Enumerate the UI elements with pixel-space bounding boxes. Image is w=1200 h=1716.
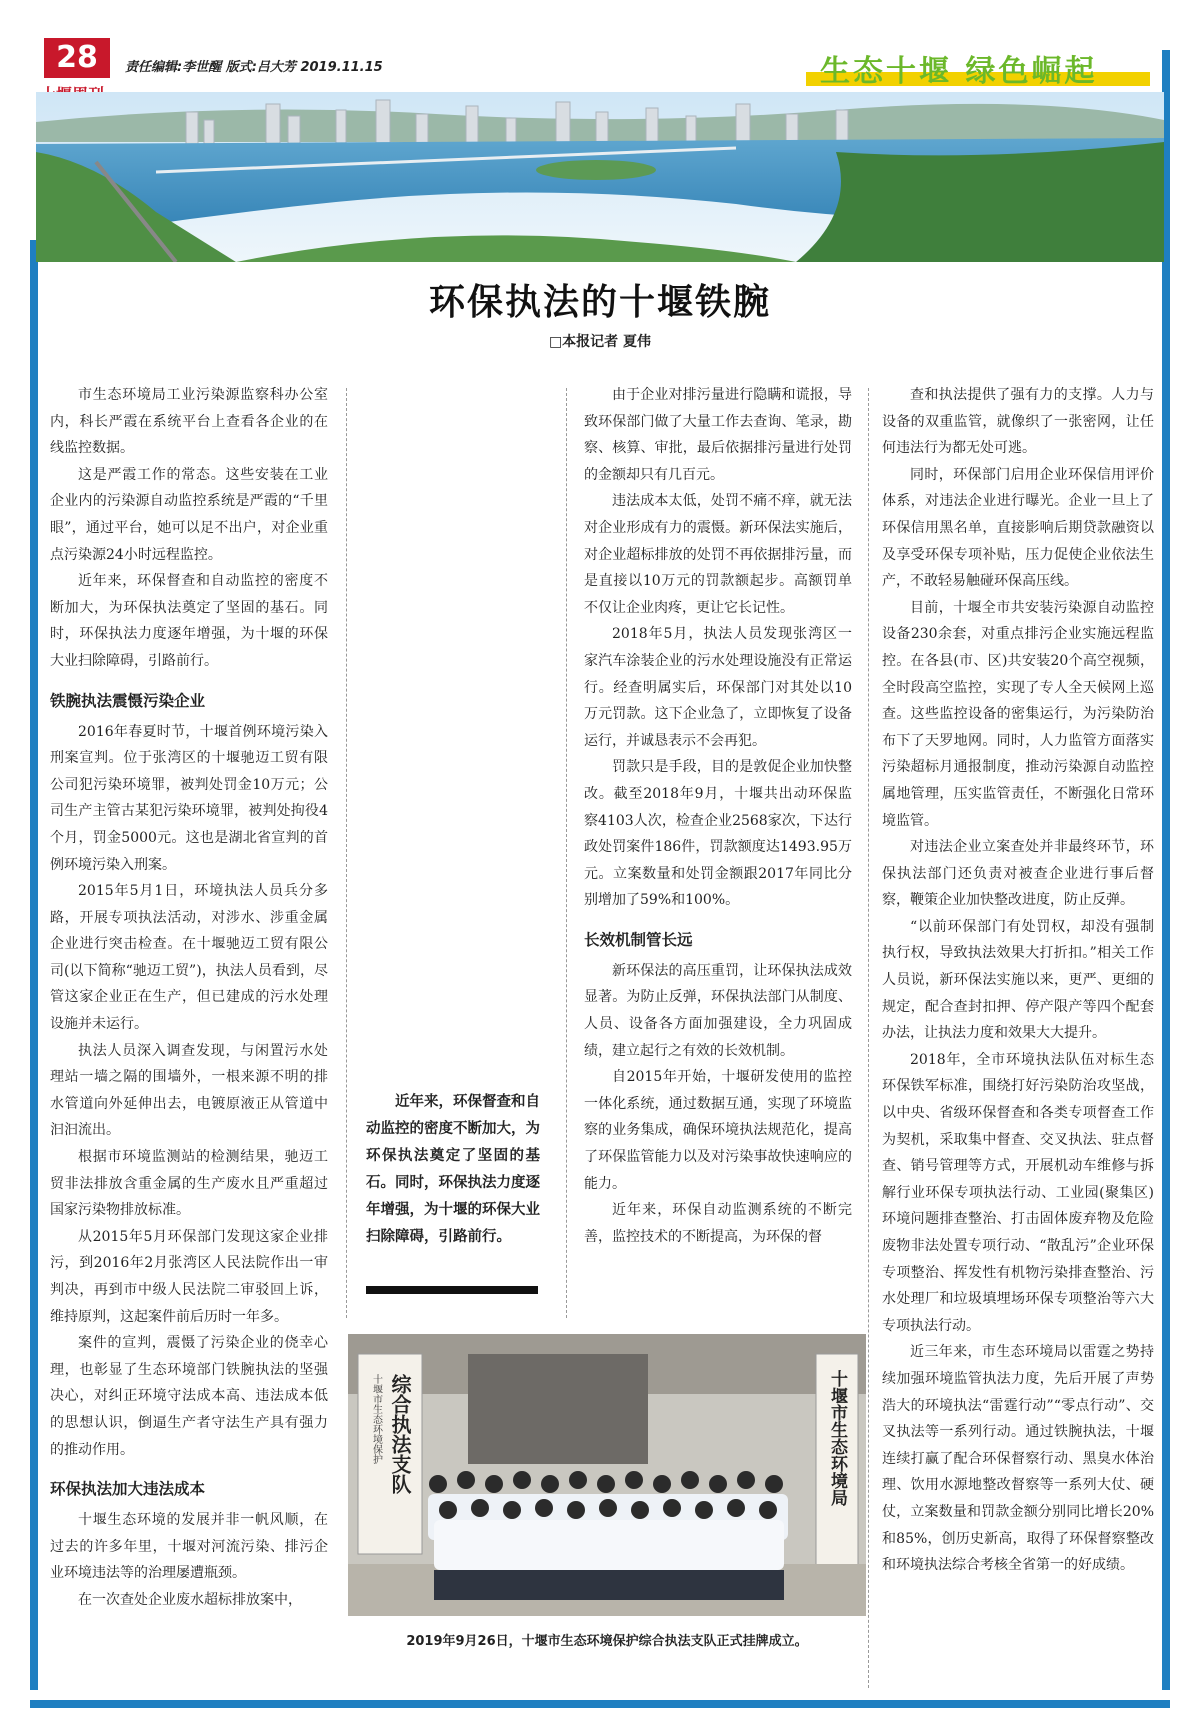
paragraph: 在一次查处企业废水超标排放案中，	[78, 1591, 302, 1608]
frame-bottom	[30, 1700, 1170, 1708]
paragraph: 查和执法提供了强有力的支撑。人力与设备的双重监管，就像织了一张密网，让任何违法行为都无处可逃。	[882, 387, 1154, 457]
article-title: 环保执法的十堰铁腕	[428, 281, 771, 323]
column-rule	[566, 388, 567, 1318]
paragraph: 执法人员深入调查发现，与闲置污水处理站一墙之隔的围墙外，一根来源不明的排水管道向外延伸出去，电镀原液正从管道中汩汩流出。	[50, 1042, 328, 1139]
paragraph: 从2015年5月环保部门发现这家企业排污，到2016年2月张湾区人民法院作出一审判决，再到市中级人民法院二审驳回上诉，维持原判，这起案件前后历时一年多。	[50, 1228, 328, 1325]
group-photo	[348, 1334, 866, 1616]
paragraph: 根据市环境监测站的检测结果，驰迈工贸非法排放含重金属的生产废水且严重超过国家污染物排放标准。	[50, 1149, 328, 1219]
paragraph: 这是严霞工作的常态。这些安装在工业企业内的污染源自动监控系统是严霞的“千里眼”，通过平台，她可以足不出户，对企业重点污染源24小时远程监控。	[50, 466, 328, 563]
section-heading: 长效机制管长远	[584, 930, 693, 949]
paragraph: 案件的宣判，震慑了污染企业的侥幸心理，也彰显了生态环境部门铁腕执法的坚强决心，对纠正环境守法成本高、违法成本低的思想认识，倒逼生产者守法生产具有强力的推动作用。	[50, 1335, 328, 1458]
paragraph: 近三年来，市生态环境局以雷霆之势持续加强环境监管执法力度，先后开展了声势浩大的环境执法“雷霆行动”“零点行动”、交叉执法等一系列行动。通过铁腕执法，十堰连续打赢了配合环保督察行动、黑臭水体治理、饮用水源地整改督察等一系列大仗、硬仗，立案数量和罚款金额分别同比增长20%和85%，创历史新高，取得了环保督察整改和环境执法综合考核全省第一的好成绩。	[882, 1344, 1154, 1574]
paragraph: 十堰生态环境的发展并非一帆风顺，在过去的许多年里，十堰对河流污染、排污企业环境违法等的治理屡遭瓶颈。	[50, 1512, 328, 1582]
editor-line: 责任编辑:李世醒 版式:吕大芳 2019.11.15	[125, 60, 383, 75]
paragraph: 罚款只是手段，目的是敦促企业加快整改。截至2018年9月，十堰共出动环保监察4103人次，检查企业2568家次，下达行政处罚案件186件，罚款额度达1493.95万元。立案数量和处罚金额跟2017年同比分别增加了59%和100%。	[584, 759, 852, 909]
paragraph: 2015年5月1日，环境执法人员兵分多路，开展专项执法活动，对涉水、涉重金属企业进行突击检查。在十堰驰迈工贸有限公司(以下简称“驰迈工贸”)，执法人员看到，尽管这家企业正在生产，但已建成的污水处理设施并未运行。	[50, 883, 328, 1033]
slogan: 生态十堰 绿色崛起	[820, 54, 1098, 89]
column-rule	[868, 388, 869, 1688]
paragraph: 2018年，全市环境执法队伍对标生态环保铁军标准，围绕打好污染防治攻坚战，以中央、省级环保督查和各类专项督查工作为契机，采取集中督查、交叉执法、驻点督查、销号管理等方式，开展机动车维修与拆解行业环保专项执法行动、工业园(聚集区)环境问题排查整治、打击固体废弃物及危险废物非法处置专项行动、“散乱污”企业环保专项整治、挥发性有机物污染排查整治、污水处理厂和垃圾填埋场环保专项整治等六大专项执法行动。	[882, 1051, 1154, 1334]
byline: □本报记者 夏伟	[548, 334, 652, 350]
sign-left-big: 综合执法支队	[388, 1374, 412, 1494]
sign-right: 十堰市生态环境局	[827, 1370, 847, 1506]
page-number: 28	[44, 38, 110, 78]
paragraph: 自2015年开始，十堰研发使用的监控一体化系统，通过数据互通，实现了环境监察的业务集成，确保环境执法规范化，提高了环保监管能力以及对污染事故快速响应的能力。	[584, 1069, 852, 1192]
paragraph: 由于企业对排污量进行隐瞒和谎报，导致环保部门做了大量工作去查询、笔录，勘察、核算、审批，最后依据排污量进行处罚的金额却只有几百元。	[584, 387, 852, 483]
paragraph: 近年来，环保督查和自动监控的密度不断加大，为环保执法奠定了坚固的基石。同时，环保执法力度逐年增强，为十堰的环保大业扫除障碍，引路前行。	[50, 573, 328, 669]
sign-left-small: 十堰市生态环境保护	[370, 1374, 382, 1464]
section-heading: 铁腕执法震慑污染企业	[50, 691, 206, 710]
paragraph: 目前，十堰全市共安装污染源自动监控设备230余套，对重点排污企业实施远程监控。在各县(市、区)共安装20个高空视频，全时段高空监控，实现了专人全天候网上巡查。这些监控设备的密集运行，为污染防治布下了天罗地网。同时，人力监管方面落实污染超标月通报制度，推动污染源自动监控属地管理，压实监管责任，不断强化日常环境监管。	[882, 599, 1154, 829]
paragraph: 2016年春夏时节，十堰首例环境污染入刑案宣判。位于张湾区的十堰驰迈工贸有限公司犯污染环境罪，被判处罚金10万元；公司生产主管古某犯污染环境罪，被判处拘役4个月，罚金5000元。这也是湖北省宣判的首例环境污染入刑案。	[50, 723, 328, 873]
paragraph: 同时，环保部门启用企业环保信用评价体系，对违法企业进行曝光。企业一旦上了环保信用黑名单，直接影响后期贷款融资以及享受环保专项补贴，压力促使企业依法生产，不敢轻易触碰环保高压线。	[882, 466, 1154, 590]
paragraph: 2018年5月，执法人员发现张湾区一家汽车涂装企业的污水处理设施没有正常运行。经查明属实后，环保部门对其处以10万元罚款。这下企业急了，立即恢复了设备运行，并诚恳表示不会再犯。	[584, 626, 852, 749]
paragraph: 新环保法的高压重罚，让环保执法成效显著。为防止反弹，环保执法部门从制度、人员、设备各方面加强建设，全力巩固成绩，建立起行之有效的长效机制。	[584, 962, 852, 1059]
column-right	[882, 382, 1154, 1579]
slogan-box	[806, 46, 1150, 89]
frame-left	[30, 240, 38, 1690]
column-middle	[584, 382, 852, 1250]
paragraph: 近年来，环保自动监测系统的不断完善，监控技术的不断提高，为环保的督	[584, 1202, 852, 1245]
city-panorama	[36, 92, 1164, 262]
paragraph: 对违法企业立案查处并非最终环节，环保执法部门还负责对被查企业进行事后督察，鞭策企业加快整改进度，防止反弹。	[882, 839, 1154, 909]
paragraph: “以前环保部门有处罚权，却没有强制执行权，导致执法效果大打折扣。”相关工作人员说，新环保法实施以来，更严、更细的规定，配合查封扣押、停产限产等四个配套办法，让执法力度和效果大大提升。	[882, 918, 1154, 1042]
column-left	[50, 382, 328, 1614]
paragraph: 市生态环境局工业污染源监察科办公室内，科长严霞在系统平台上查看各企业的在线监控数据。	[50, 387, 328, 457]
column-rule	[346, 388, 347, 1318]
pull-quote	[366, 1088, 540, 1250]
pull-quote-bar	[366, 1286, 538, 1294]
paragraph: 违法成本太低，处罚不痛不痒，就无法对企业形成有力的震慑。新环保法实施后，对企业超标排放的处罚不再依据排污量，而是直接以10万元的罚款额起步。高额罚单不仅让企业肉疼，更让它长记性。	[584, 493, 852, 616]
group-photo-drawing	[348, 1334, 866, 1616]
photo-caption: 2019年9月26日，十堰市生态环境保护综合执法支队正式挂牌成立。	[406, 1634, 808, 1649]
section-heading: 环保执法加大违法成本	[50, 1480, 206, 1499]
city-banner-image	[36, 92, 1164, 262]
pull-quote-text: 近年来，环保督查和自动监控的密度不断加大，为环保执法奠定了坚固的基石。同时，环保执法力度逐年增强，为十堰的环保大业扫除障碍，引路前行。	[366, 1093, 540, 1245]
